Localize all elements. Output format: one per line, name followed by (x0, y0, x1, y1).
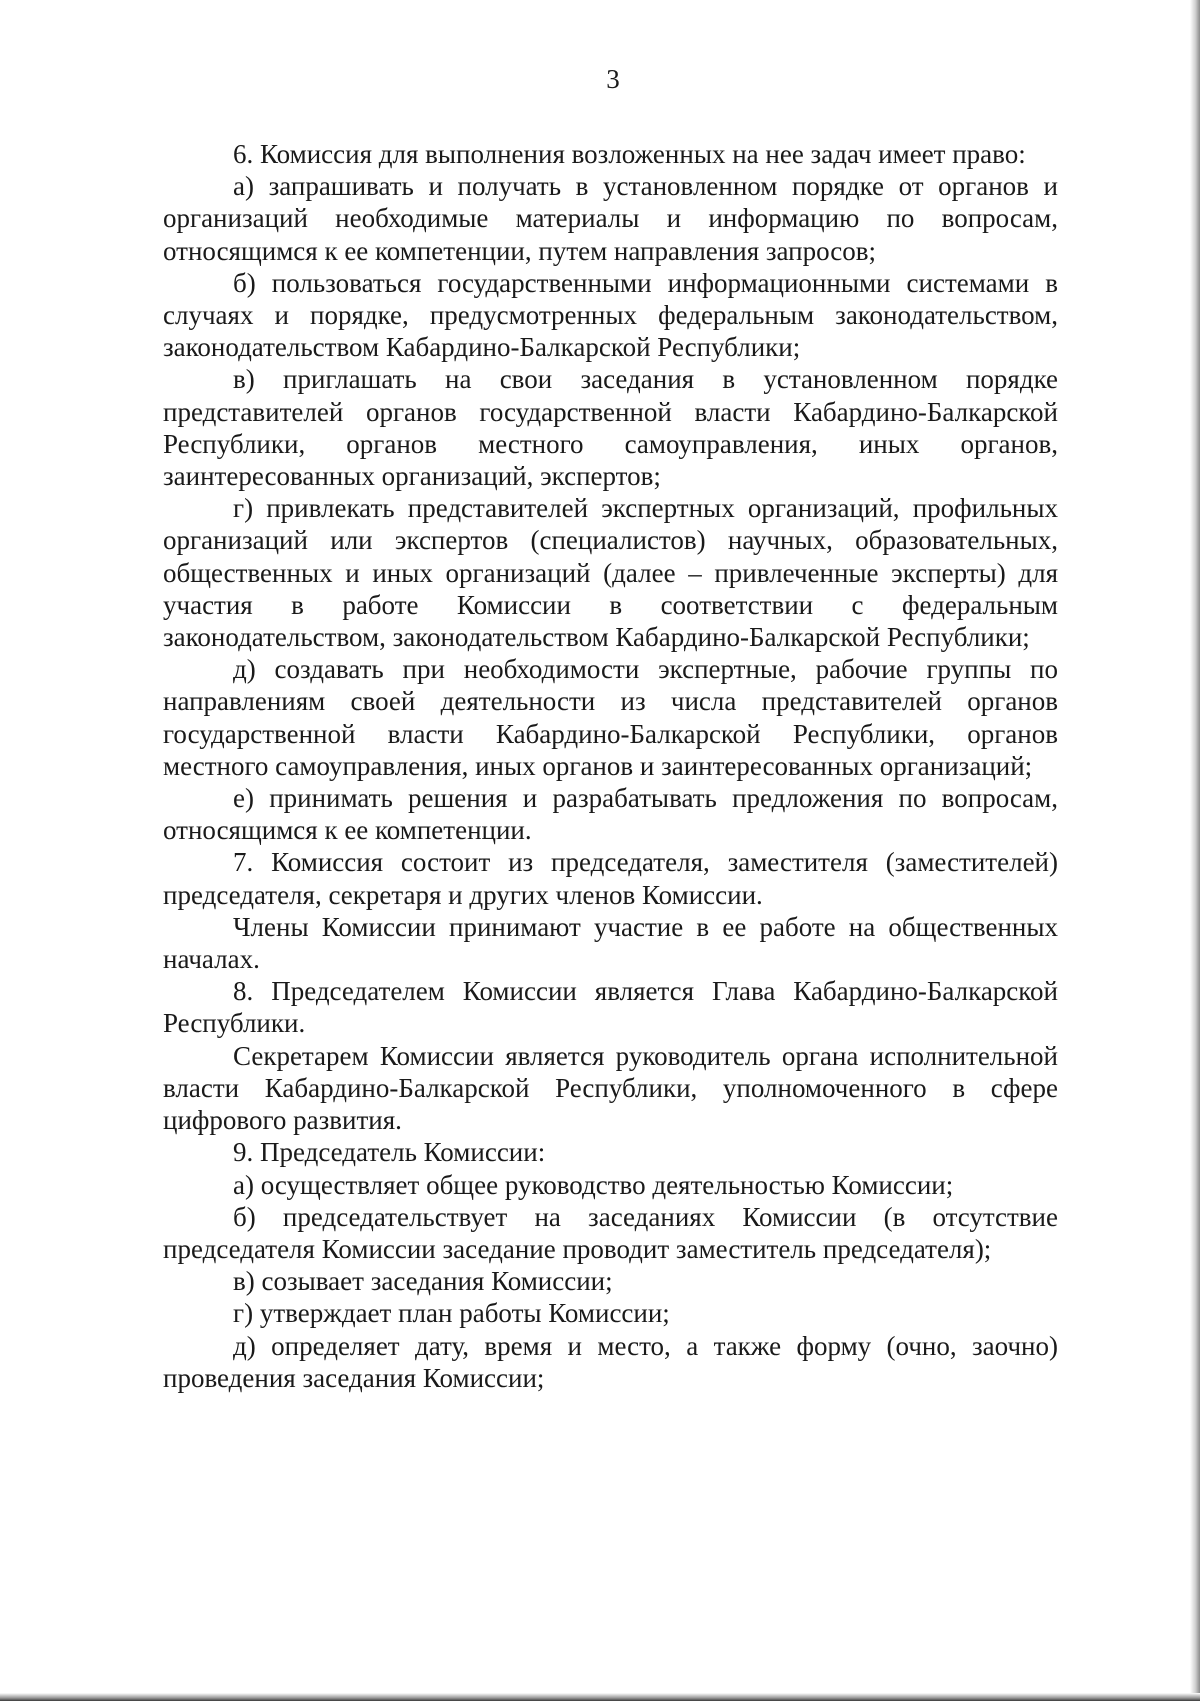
paragraph-6-b: б) пользоваться государственными информационными системами в случаях и порядке, предусмотренных федеральным законодательством, законодательством Кабардино-Балкарской Республики; (163, 267, 1058, 363)
paragraph-9-a: а) осуществляет общее руководство деятельностью Комиссии; (233, 1169, 954, 1200)
scan-bottom-edge (0, 1693, 1200, 1701)
paragraph-9: 9. Председатель Комиссии: (233, 1137, 546, 1168)
paragraph-6-e: е) принимать решения и разрабатывать предложения по вопросам, относящимся к ее компетенции. (163, 783, 1058, 846)
paragraph-7: 7. Комиссия состоит из председателя, заместителя (заместителей) председателя, секретаря и других членов Комиссии. (163, 847, 1058, 910)
paragraph-6-g: г) привлекать представителей экспертных организаций, профильных организаций или экспертов (специалистов) научных, образовательных, общественных и иных организаций (далее – привлеченные эксперты) для участия в работе Комиссии в соответствии с федеральным законодательством, законодательством Кабардино-Балкарской Республики; (163, 493, 1058, 653)
paragraph-9-b: б) председательствует на заседаниях Комиссии (в отсутствие председателя Комиссии заседание проводит заместитель председателя); (163, 1201, 1058, 1264)
paragraph-6-a: а) запрашивать и получать в установленном порядке от органов и организаций необходимые материалы и информацию по вопросам, относящимся к ее компетенции, путем направления запросов; (163, 171, 1058, 266)
paragraph-8-secretary: Секретарем Комиссии является руководитель органа исполнительной власти Кабардино-Балкарской Республики, уполномоченного в сфере цифрового развития. (163, 1040, 1058, 1136)
paragraph-9-g: г) утверждает план работы Комиссии; (233, 1298, 670, 1329)
paragraph-8: 8. Председателем Комиссии является Глава Кабардино-Балкарской Республики. (163, 976, 1058, 1039)
page-number: 3 (606, 64, 620, 94)
paragraph-6-v: в) приглашать на свои заседания в установленном порядке представителей органов государственной власти Кабардино-Балкарской Республики, органов местного самоуправления, иных органов, заинтересованных организаций, экспертов; (163, 364, 1058, 492)
paragraph-7-members: Члены Комиссии принимают участие в ее работе на общественных началах. (163, 911, 1058, 975)
scan-right-edge (1190, 0, 1200, 1701)
paragraph-6: 6. Комиссия для выполнения возложенных на нее задач имеет право: (233, 139, 1026, 169)
paragraph-6-d: д) создавать при необходимости экспертные, рабочие группы по направлениям своей деятельности из числа представителей органов государственной власти Кабардино-Балкарской Республики, органов местного самоуправления, иных органов и заинтересованных организаций; (163, 654, 1058, 781)
paragraph-9-d: д) определяет дату, время и место, а также форму (очно, заочно) проведения заседания Комиссии; (163, 1330, 1058, 1393)
paragraph-9-v: в) созывает заседания Комиссии; (233, 1266, 613, 1297)
document-body (163, 138, 1058, 1394)
